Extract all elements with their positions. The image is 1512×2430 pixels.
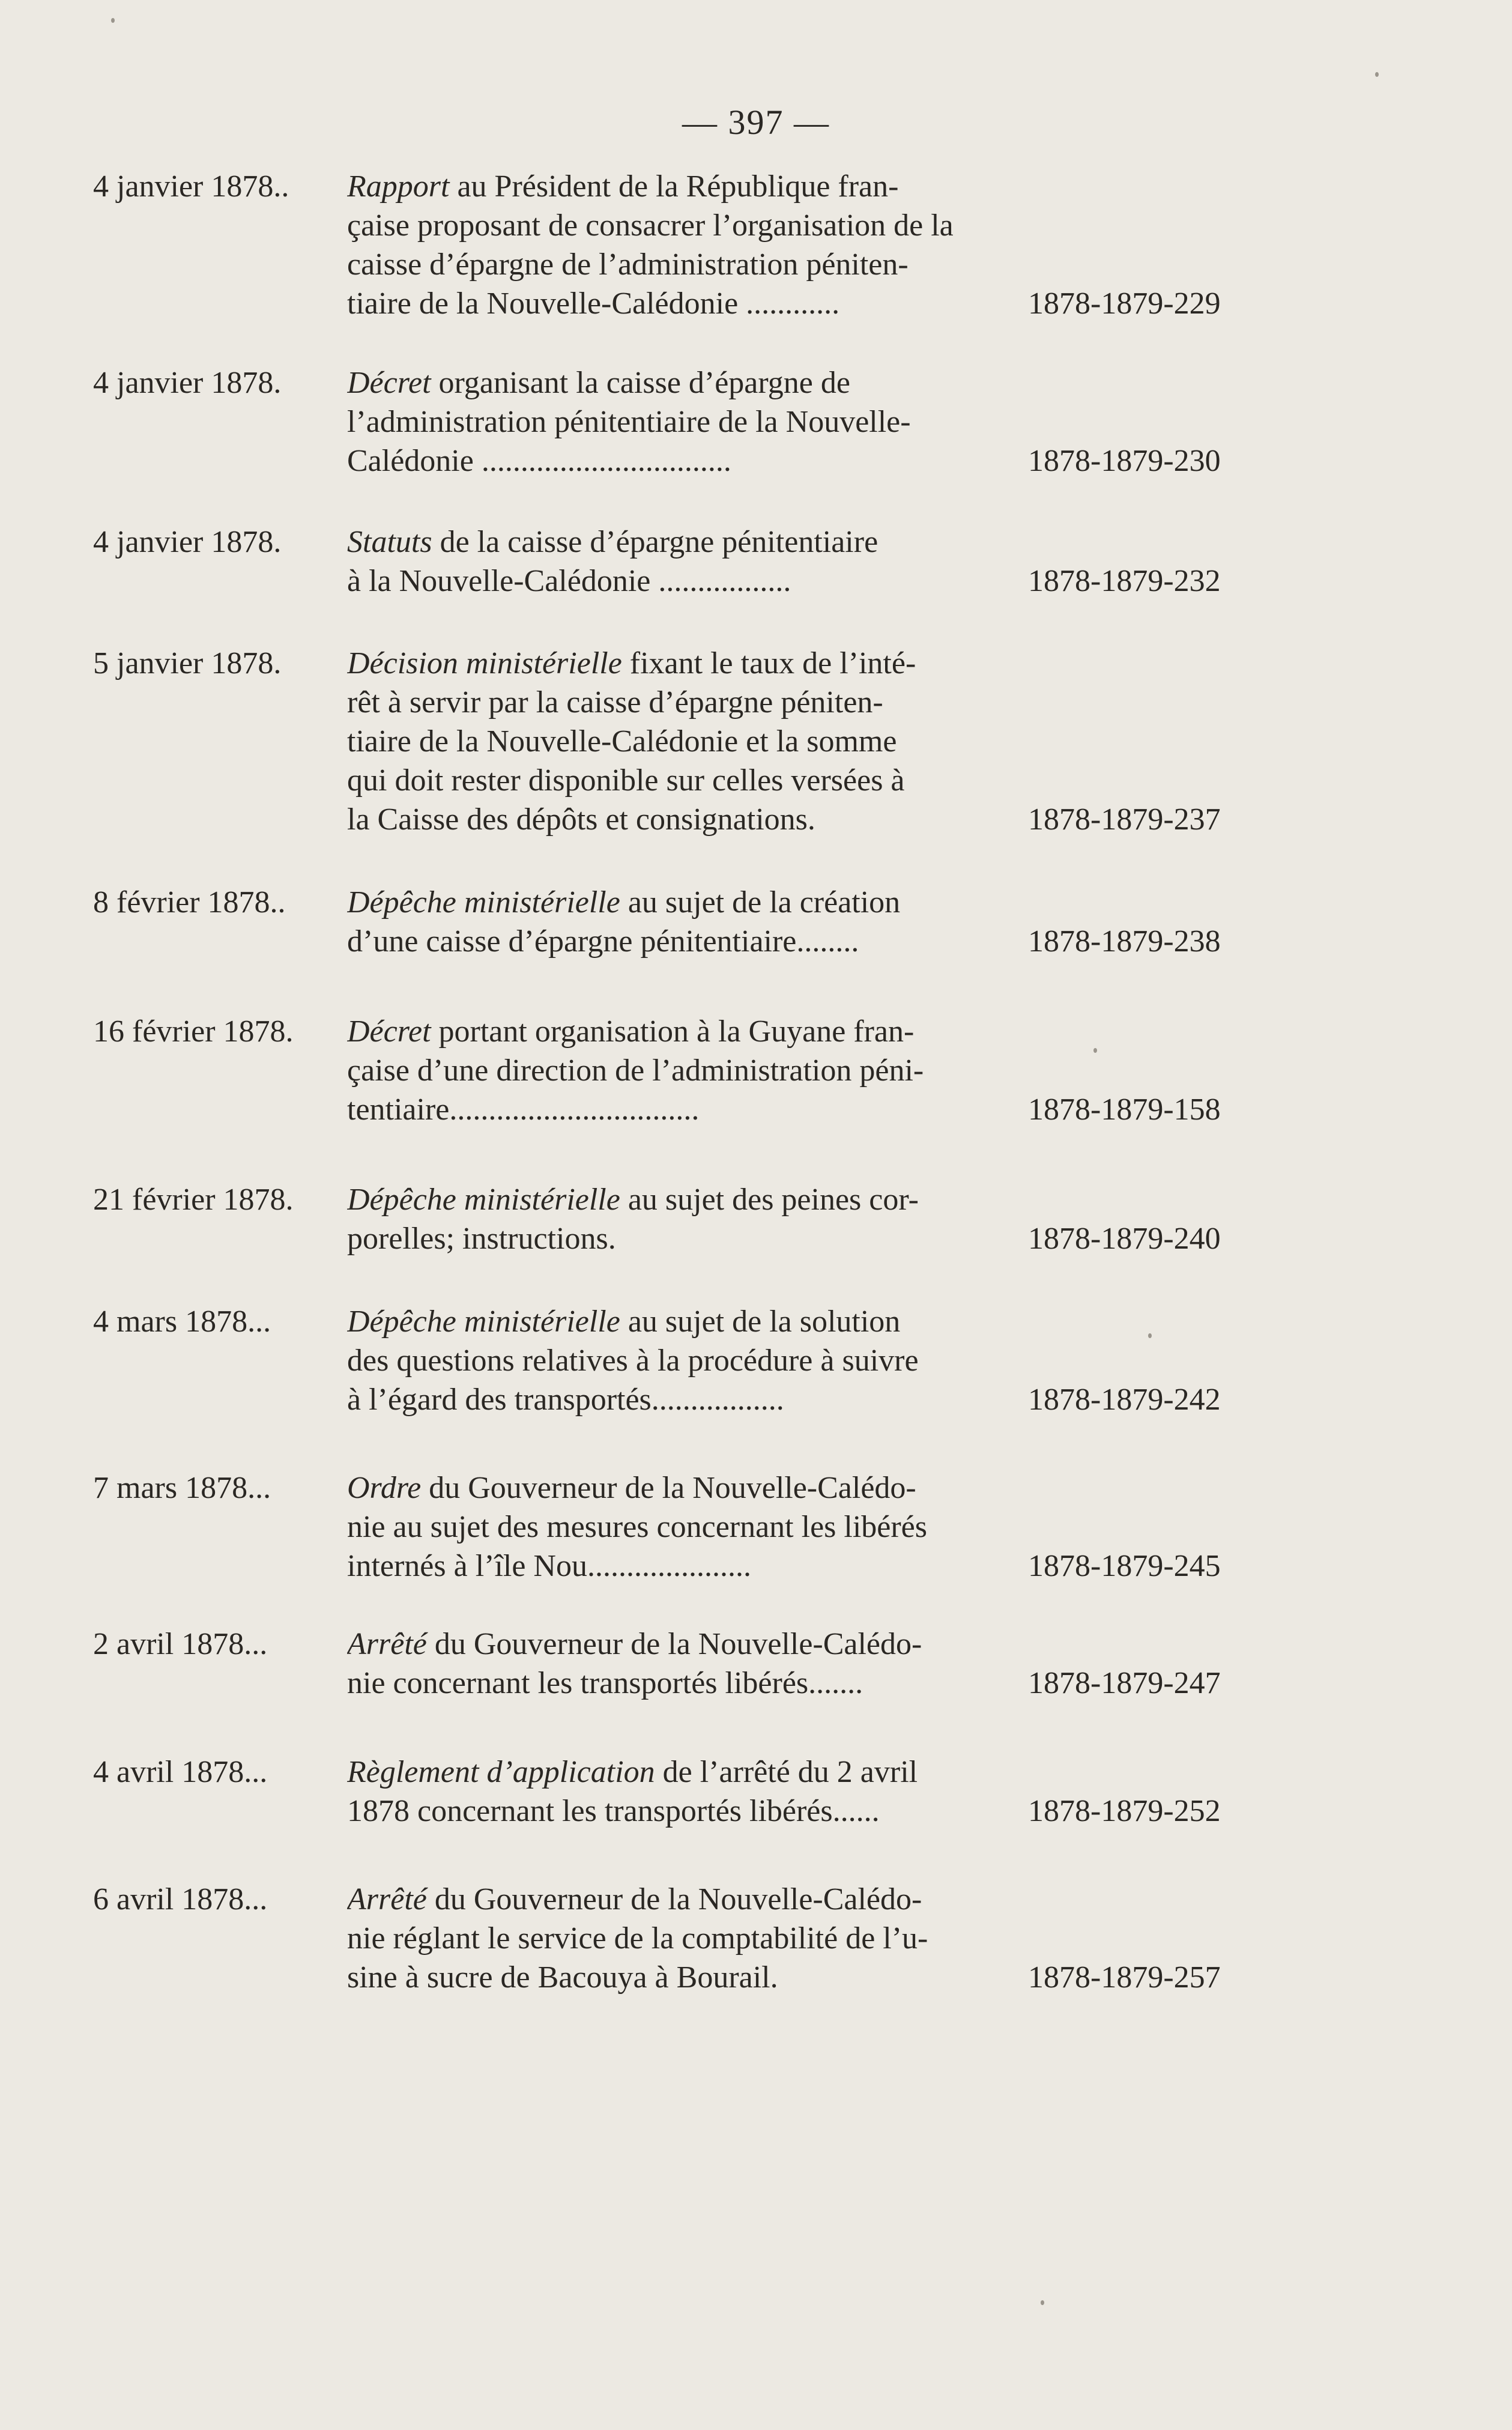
entry-reference: 1878-1879-158 xyxy=(1028,1092,1221,1127)
entry-line: Décret portant organisation à la Guyane fran- xyxy=(347,1014,915,1049)
entry-reference: 1878-1879-238 xyxy=(1028,924,1221,959)
entry-date: 4 avril 1878... xyxy=(93,1755,268,1789)
paper-speck xyxy=(1041,2300,1044,2305)
entry-line: çaise proposant de consacrer l’organisation de la xyxy=(347,208,954,243)
entry-line: 1878 concernant les transportés libérés...... xyxy=(347,1794,880,1828)
entry-line: çaise d’une direction de l’administration péni- xyxy=(347,1053,924,1088)
entry-description xyxy=(347,167,1014,323)
entry-line: tentiaire................................ xyxy=(347,1092,700,1127)
document-type-label: Décret xyxy=(347,366,431,400)
entry-date: 7 mars 1878... xyxy=(93,1471,271,1505)
entry-line: d’une caisse d’épargne pénitentiaire........ xyxy=(347,924,859,959)
entry-date: 4 mars 1878... xyxy=(93,1304,271,1339)
document-type-label: Arrêté xyxy=(347,1627,427,1661)
entry-reference: 1878-1879-257 xyxy=(1028,1960,1221,1995)
entry-line: Rapport au Président de la République fran- xyxy=(347,169,899,204)
entry-description xyxy=(347,1180,1014,1258)
paper-speck xyxy=(1093,1048,1097,1053)
entry-description xyxy=(347,1753,1014,1831)
entry-description xyxy=(347,883,1014,961)
entry-line: Arrêté du Gouverneur de la Nouvelle-Calédo- xyxy=(347,1627,922,1661)
entry-line: Dépêche ministérielle au sujet de la création xyxy=(347,885,901,920)
entry-line: nie au sujet des mesures concernant les libérés xyxy=(347,1510,927,1544)
entry-line: rêt à servir par la caisse d’épargne péniten- xyxy=(347,685,883,720)
entry-line: Statuts de la caisse d’épargne pénitentiaire xyxy=(347,525,878,559)
entry-line: tiaire de la Nouvelle-Calédonie et la somme xyxy=(347,724,897,759)
entry-description xyxy=(347,1880,1014,1997)
entry-reference: 1878-1879-247 xyxy=(1028,1666,1221,1700)
document-type-label: Dépêche ministérielle xyxy=(347,885,620,920)
entry-date: 8 février 1878.. xyxy=(93,885,286,920)
entry-line: caisse d’épargne de l’administration péniten- xyxy=(347,247,909,282)
document-type-label: Dépêche ministérielle xyxy=(347,1183,620,1217)
entry-date: 2 avril 1878... xyxy=(93,1627,268,1661)
entry-line: à la Nouvelle-Calédonie ................. xyxy=(347,564,791,598)
entry-date: 4 janvier 1878.. xyxy=(93,169,289,204)
entry-line: porelles; instructions. xyxy=(347,1222,616,1256)
entry-reference: 1878-1879-229 xyxy=(1028,286,1221,321)
entry-date: 21 février 1878. xyxy=(93,1183,294,1217)
entry-line: nie réglant le service de la comptabilité de l’u- xyxy=(347,1921,928,1956)
entry-line: des questions relatives à la procédure à suivre xyxy=(347,1344,919,1378)
entry-reference: 1878-1879-245 xyxy=(1028,1549,1221,1583)
entry-reference: 1878-1879-237 xyxy=(1028,802,1221,837)
document-type-label: Décret xyxy=(347,1014,431,1049)
entry-line: Dépêche ministérielle au sujet des peines cor- xyxy=(347,1183,919,1217)
document-type-label: Dépêche ministérielle xyxy=(347,1304,620,1339)
paper-speck xyxy=(1375,72,1379,77)
entry-description xyxy=(347,1012,1014,1129)
document-type-label: Ordre xyxy=(347,1471,422,1505)
entry-line: Règlement d’application de l’arrêté du 2 avril xyxy=(347,1755,918,1789)
document-type-label: Statuts xyxy=(347,525,432,559)
page-number: — 397 — xyxy=(682,103,830,142)
entry-description xyxy=(347,1302,1014,1419)
entry-line: nie concernant les transportés libérés....... xyxy=(347,1666,863,1700)
entry-line: Ordre du Gouverneur de la Nouvelle-Calédo- xyxy=(347,1471,916,1505)
entry-line: la Caisse des dépôts et consignations. xyxy=(347,802,815,837)
entry-line: Décret organisant la caisse d’épargne de xyxy=(347,366,850,400)
entry-reference: 1878-1879-252 xyxy=(1028,1794,1221,1828)
entry-date: 4 janvier 1878. xyxy=(93,525,282,559)
entry-description xyxy=(347,363,1014,480)
paper-speck xyxy=(111,18,115,23)
paper-speck xyxy=(1148,1333,1152,1338)
entry-reference: 1878-1879-240 xyxy=(1028,1222,1221,1256)
entry-description xyxy=(347,1625,1014,1703)
entry-line: Arrêté du Gouverneur de la Nouvelle-Calédo- xyxy=(347,1882,922,1916)
entry-reference: 1878-1879-242 xyxy=(1028,1383,1221,1417)
entry-reference: 1878-1879-230 xyxy=(1028,444,1221,478)
document-type-label: Arrêté xyxy=(347,1882,427,1916)
entry-line: internés à l’île Nou..................... xyxy=(347,1549,751,1583)
entry-line: Dépêche ministérielle au sujet de la solution xyxy=(347,1304,901,1339)
entry-date: 16 février 1878. xyxy=(93,1014,294,1049)
entry-description xyxy=(347,523,1014,601)
entry-line: Décision ministérielle fixant le taux de l’inté- xyxy=(347,646,916,680)
entry-line: l’administration pénitentiaire de la Nouvelle- xyxy=(347,405,911,439)
entry-date: 6 avril 1878... xyxy=(93,1882,268,1916)
entry-line: à l’égard des transportés................. xyxy=(347,1383,784,1417)
document-type-label: Règlement d’application xyxy=(347,1755,655,1789)
entry-description xyxy=(347,1468,1014,1586)
entry-date: 5 janvier 1878. xyxy=(93,646,282,680)
entry-line: sine à sucre de Bacouya à Bourail. xyxy=(347,1960,778,1995)
entry-line: Calédonie ................................ xyxy=(347,444,731,478)
entry-description xyxy=(347,644,1014,839)
entry-line: qui doit rester disponible sur celles versées à xyxy=(347,763,905,798)
entry-date: 4 janvier 1878. xyxy=(93,366,282,400)
document-type-label: Décision ministérielle xyxy=(347,646,622,680)
entry-reference: 1878-1879-232 xyxy=(1028,564,1221,598)
document-type-label: Rapport xyxy=(347,169,450,204)
entry-line: tiaire de la Nouvelle-Calédonie ............ xyxy=(347,286,840,321)
